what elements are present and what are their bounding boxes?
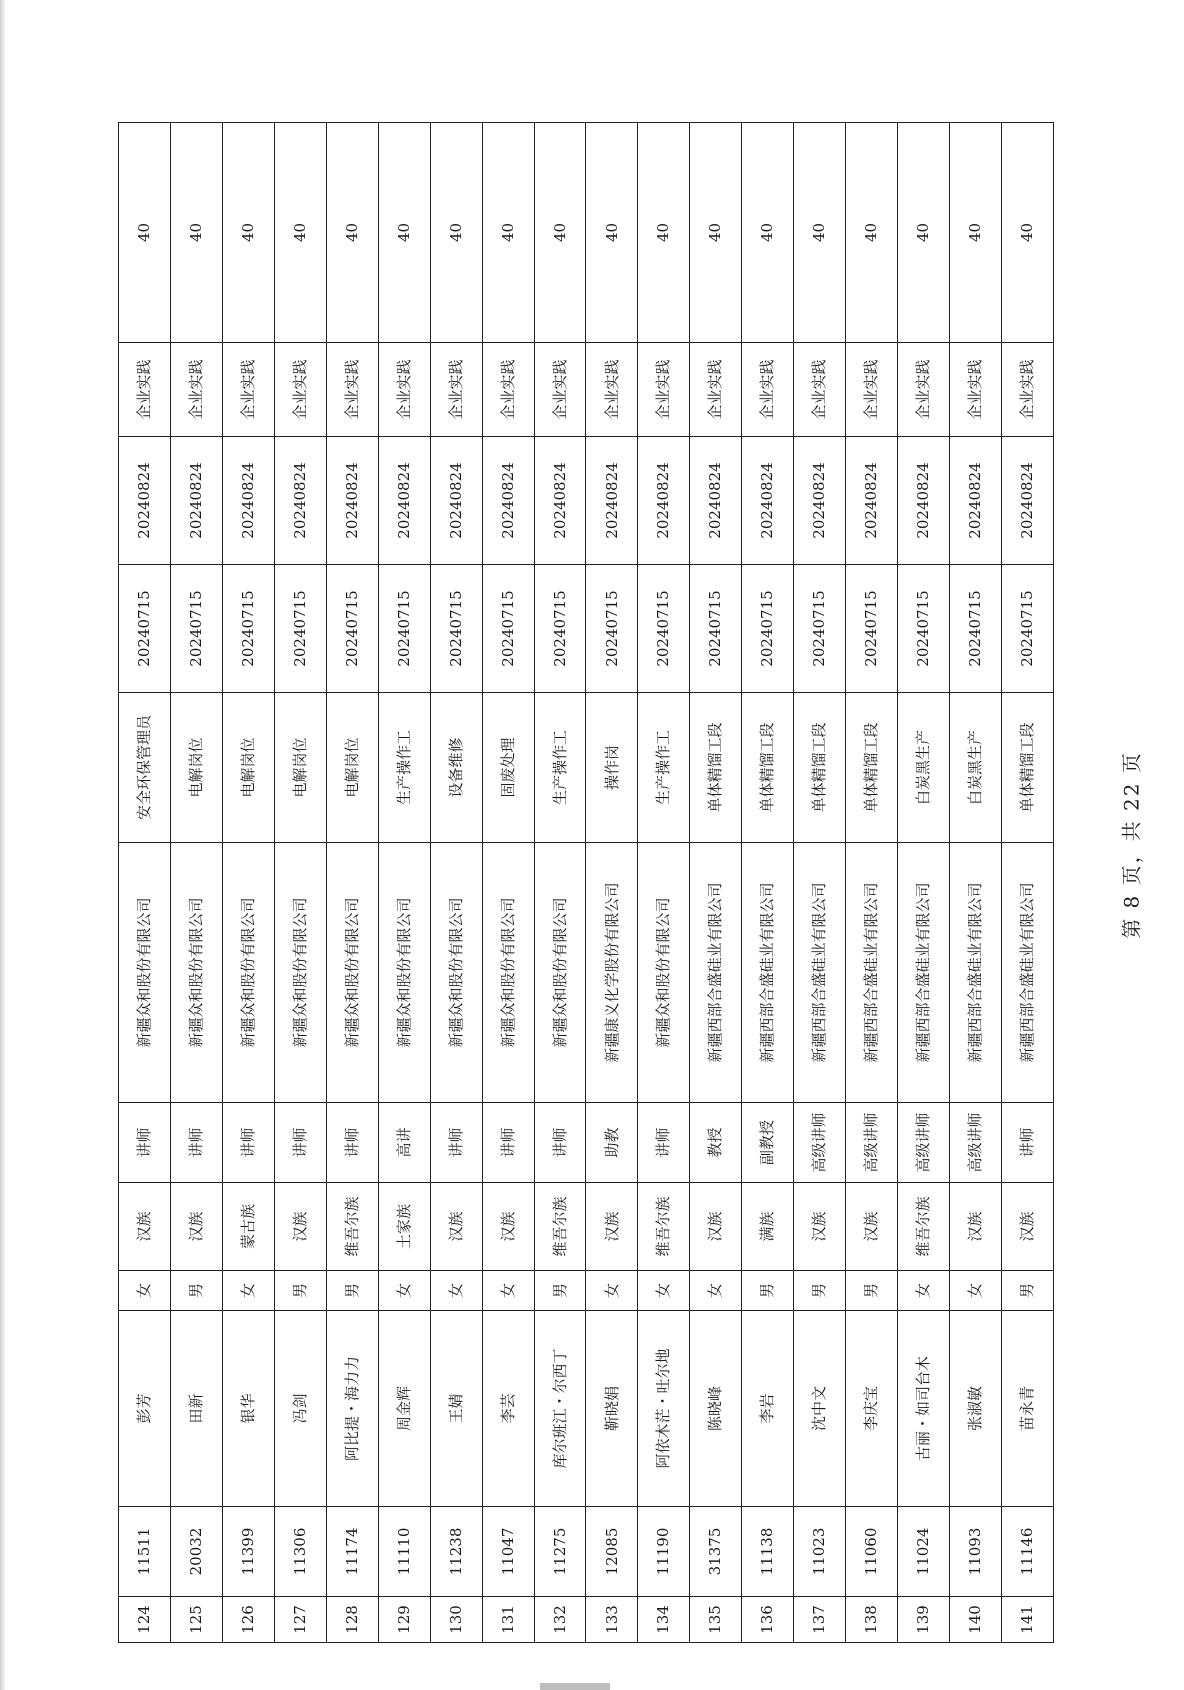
gender-cell: 男 <box>170 1271 222 1311</box>
teacher-id-cell: 11306 <box>274 1507 326 1597</box>
start-date-cell: 20240715 <box>482 565 534 693</box>
row-number-cell: 136 <box>742 1597 794 1643</box>
start-date-cell: 20240715 <box>170 565 222 693</box>
start-date-cell: 20240715 <box>586 565 638 693</box>
ethnicity-cell: 维吾尔族 <box>326 1183 378 1271</box>
end-date-cell: 20240824 <box>119 437 171 565</box>
table-row <box>378 123 430 1643</box>
gender-cell: 男 <box>742 1271 794 1311</box>
end-date-cell: 20240824 <box>170 437 222 565</box>
hours-cell: 40 <box>690 123 742 343</box>
company-cell: 新疆众和股份有限公司 <box>274 843 326 1103</box>
hours-cell: 40 <box>378 123 430 343</box>
table-row <box>690 123 742 1643</box>
ethnicity-cell: 汉族 <box>274 1183 326 1271</box>
name-cell: 周金辉 <box>378 1311 430 1507</box>
ethnicity-cell: 汉族 <box>950 1183 1002 1271</box>
row-number-cell: 126 <box>222 1597 274 1643</box>
teacher-id-cell: 11174 <box>326 1507 378 1597</box>
ethnicity-cell: 维吾尔族 <box>898 1183 950 1271</box>
row-number-cell: 130 <box>430 1597 482 1643</box>
teacher-id-cell: 11146 <box>1001 1507 1053 1597</box>
company-cell: 新疆众和股份有限公司 <box>222 843 274 1103</box>
practice-type-cell: 企业实践 <box>794 343 846 437</box>
practice-type-cell: 企业实践 <box>378 343 430 437</box>
row-number-cell: 127 <box>274 1597 326 1643</box>
end-date-cell: 20240824 <box>378 437 430 565</box>
teacher-id-cell: 11399 <box>222 1507 274 1597</box>
ethnicity-cell: 汉族 <box>430 1183 482 1271</box>
row-number-cell: 125 <box>170 1597 222 1643</box>
title-cell: 讲师 <box>274 1103 326 1183</box>
practice-type-cell: 企业实践 <box>326 343 378 437</box>
teacher-id-cell: 31375 <box>690 1507 742 1597</box>
position-cell: 单体精馏工段 <box>846 693 898 843</box>
gender-cell: 男 <box>1001 1271 1053 1311</box>
company-cell: 新疆众和股份有限公司 <box>482 843 534 1103</box>
title-cell: 讲师 <box>326 1103 378 1183</box>
hours-cell: 40 <box>534 123 586 343</box>
name-cell: 陈晓峰 <box>690 1311 742 1507</box>
start-date-cell: 20240715 <box>534 565 586 693</box>
table-row <box>534 123 586 1643</box>
ethnicity-cell: 蒙古族 <box>222 1183 274 1271</box>
start-date-cell: 20240715 <box>638 565 690 693</box>
table-row <box>326 123 378 1643</box>
end-date-cell: 20240824 <box>1001 437 1053 565</box>
end-date-cell: 20240824 <box>950 437 1002 565</box>
row-number-cell: 133 <box>586 1597 638 1643</box>
gender-cell: 女 <box>586 1271 638 1311</box>
title-cell: 讲师 <box>430 1103 482 1183</box>
position-cell: 电解岗位 <box>222 693 274 843</box>
name-cell: 沈中文 <box>794 1311 846 1507</box>
start-date-cell: 20240715 <box>898 565 950 693</box>
table-row <box>846 123 898 1643</box>
position-cell: 单体精馏工段 <box>742 693 794 843</box>
teacher-id-cell: 11024 <box>898 1507 950 1597</box>
row-number-cell: 139 <box>898 1597 950 1643</box>
row-number-cell: 124 <box>119 1597 171 1643</box>
end-date-cell: 20240824 <box>274 437 326 565</box>
position-cell: 电解岗位 <box>326 693 378 843</box>
position-cell: 设备维修 <box>430 693 482 843</box>
start-date-cell: 20240715 <box>430 565 482 693</box>
gender-cell: 女 <box>222 1271 274 1311</box>
company-cell: 新疆众和股份有限公司 <box>378 843 430 1103</box>
row-number-cell: 134 <box>638 1597 690 1643</box>
practice-type-cell: 企业实践 <box>742 343 794 437</box>
title-cell: 高讲 <box>378 1103 430 1183</box>
gender-cell: 男 <box>534 1271 586 1311</box>
company-cell: 新疆众和股份有限公司 <box>430 843 482 1103</box>
practice-type-cell: 企业实践 <box>222 343 274 437</box>
title-cell: 讲师 <box>170 1103 222 1183</box>
position-cell: 单体精馏工段 <box>1001 693 1053 843</box>
position-cell: 电解岗位 <box>274 693 326 843</box>
gender-cell: 女 <box>638 1271 690 1311</box>
gender-cell: 男 <box>846 1271 898 1311</box>
start-date-cell: 20240715 <box>119 565 171 693</box>
title-cell: 讲师 <box>1001 1103 1053 1183</box>
hours-cell: 40 <box>170 123 222 343</box>
table-row <box>742 123 794 1643</box>
ethnicity-cell: 汉族 <box>119 1183 171 1271</box>
hours-cell: 40 <box>119 123 171 343</box>
scan-bottom-mark <box>540 1683 610 1690</box>
start-date-cell: 20240715 <box>222 565 274 693</box>
name-cell: 苗永青 <box>1001 1311 1053 1507</box>
teacher-id-cell: 12085 <box>586 1507 638 1597</box>
hours-cell: 40 <box>898 123 950 343</box>
company-cell: 新疆西部合盛硅业有限公司 <box>950 843 1002 1103</box>
position-cell: 生产操作工 <box>638 693 690 843</box>
practice-type-cell: 企业实践 <box>846 343 898 437</box>
start-date-cell: 20240715 <box>794 565 846 693</box>
end-date-cell: 20240824 <box>794 437 846 565</box>
title-cell: 教授 <box>690 1103 742 1183</box>
position-cell: 固废处理 <box>482 693 534 843</box>
hours-cell: 40 <box>638 123 690 343</box>
position-cell: 白炭黑生产 <box>898 693 950 843</box>
teacher-id-cell: 11238 <box>430 1507 482 1597</box>
hours-cell: 40 <box>222 123 274 343</box>
table-row <box>586 123 638 1643</box>
company-cell: 新疆西部合盛硅业有限公司 <box>742 843 794 1103</box>
practice-type-cell: 企业实践 <box>638 343 690 437</box>
table-row <box>794 123 846 1643</box>
ethnicity-cell: 汉族 <box>846 1183 898 1271</box>
ethnicity-cell: 汉族 <box>586 1183 638 1271</box>
gender-cell: 女 <box>430 1271 482 1311</box>
name-cell: 田新 <box>170 1311 222 1507</box>
position-cell: 生产操作工 <box>534 693 586 843</box>
table-row <box>430 123 482 1643</box>
practice-type-cell: 企业实践 <box>274 343 326 437</box>
practice-type-cell: 企业实践 <box>950 343 1002 437</box>
start-date-cell: 20240715 <box>950 565 1002 693</box>
name-cell: 张淑敏 <box>950 1311 1002 1507</box>
title-cell: 副教授 <box>742 1103 794 1183</box>
table-row <box>119 123 171 1643</box>
gender-cell: 女 <box>378 1271 430 1311</box>
company-cell: 新疆西部合盛硅业有限公司 <box>898 843 950 1103</box>
table-row <box>222 123 274 1643</box>
start-date-cell: 20240715 <box>690 565 742 693</box>
start-date-cell: 20240715 <box>378 565 430 693</box>
gender-cell: 女 <box>119 1271 171 1311</box>
end-date-cell: 20240824 <box>846 437 898 565</box>
hours-cell: 40 <box>950 123 1002 343</box>
hours-cell: 40 <box>1001 123 1053 343</box>
company-cell: 新疆康义化学股份有限公司 <box>586 843 638 1103</box>
table-row <box>638 123 690 1643</box>
position-cell: 安全环保管理员 <box>119 693 171 843</box>
gender-cell: 男 <box>794 1271 846 1311</box>
ethnicity-cell: 满族 <box>742 1183 794 1271</box>
teacher-id-cell: 20032 <box>170 1507 222 1597</box>
start-date-cell: 20240715 <box>326 565 378 693</box>
practice-type-cell: 企业实践 <box>119 343 171 437</box>
ethnicity-cell: 汉族 <box>170 1183 222 1271</box>
row-number-cell: 138 <box>846 1597 898 1643</box>
table-body <box>119 123 1054 1643</box>
company-cell: 新疆西部合盛硅业有限公司 <box>794 843 846 1103</box>
company-cell: 新疆西部合盛硅业有限公司 <box>846 843 898 1103</box>
position-cell: 操作岗 <box>586 693 638 843</box>
name-cell: 王婧 <box>430 1311 482 1507</box>
name-cell: 银华 <box>222 1311 274 1507</box>
practice-type-cell: 企业实践 <box>430 343 482 437</box>
teacher-id-cell: 11093 <box>950 1507 1002 1597</box>
ethnicity-cell: 汉族 <box>1001 1183 1053 1271</box>
gender-cell: 男 <box>326 1271 378 1311</box>
title-cell: 讲师 <box>119 1103 171 1183</box>
end-date-cell: 20240824 <box>586 437 638 565</box>
teacher-id-cell: 11138 <box>742 1507 794 1597</box>
ethnicity-cell: 汉族 <box>482 1183 534 1271</box>
hours-cell: 40 <box>482 123 534 343</box>
row-number-cell: 132 <box>534 1597 586 1643</box>
name-cell: 李芸 <box>482 1311 534 1507</box>
row-number-cell: 131 <box>482 1597 534 1643</box>
name-cell: 冯剑 <box>274 1311 326 1507</box>
title-cell: 讲师 <box>638 1103 690 1183</box>
ethnicity-cell: 维吾尔族 <box>534 1183 586 1271</box>
hours-cell: 40 <box>430 123 482 343</box>
hours-cell: 40 <box>794 123 846 343</box>
row-number-cell: 137 <box>794 1597 846 1643</box>
ethnicity-cell: 汉族 <box>690 1183 742 1271</box>
practice-type-cell: 企业实践 <box>586 343 638 437</box>
end-date-cell: 20240824 <box>690 437 742 565</box>
company-cell: 新疆众和股份有限公司 <box>170 843 222 1103</box>
table-row <box>482 123 534 1643</box>
practice-type-cell: 企业实践 <box>898 343 950 437</box>
practice-type-cell: 企业实践 <box>170 343 222 437</box>
end-date-cell: 20240824 <box>534 437 586 565</box>
practice-type-cell: 企业实践 <box>482 343 534 437</box>
hours-cell: 40 <box>274 123 326 343</box>
name-cell: 古丽・如司台木 <box>898 1311 950 1507</box>
practice-type-cell: 企业实践 <box>534 343 586 437</box>
position-cell: 单体精馏工段 <box>690 693 742 843</box>
table-row <box>898 123 950 1643</box>
teacher-id-cell: 11110 <box>378 1507 430 1597</box>
start-date-cell: 20240715 <box>846 565 898 693</box>
table-row <box>274 123 326 1643</box>
gender-cell: 女 <box>898 1271 950 1311</box>
page-number-footer: 第 8 页，共 22 页 <box>1119 751 1144 939</box>
hours-cell: 40 <box>742 123 794 343</box>
end-date-cell: 20240824 <box>898 437 950 565</box>
title-cell: 讲师 <box>222 1103 274 1183</box>
teacher-id-cell: 11275 <box>534 1507 586 1597</box>
teacher-id-cell: 11511 <box>119 1507 171 1597</box>
teacher-id-cell: 11023 <box>794 1507 846 1597</box>
end-date-cell: 20240824 <box>482 437 534 565</box>
position-cell: 白炭黑生产 <box>950 693 1002 843</box>
title-cell: 高级讲师 <box>846 1103 898 1183</box>
company-cell: 新疆西部合盛硅业有限公司 <box>1001 843 1053 1103</box>
company-cell: 新疆西部合盛硅业有限公司 <box>690 843 742 1103</box>
end-date-cell: 20240824 <box>638 437 690 565</box>
rotated-table-container <box>118 123 1054 1643</box>
training-record-table <box>118 122 1054 1643</box>
company-cell: 新疆众和股份有限公司 <box>534 843 586 1103</box>
table-row <box>170 123 222 1643</box>
name-cell: 阿比提・海力力 <box>326 1311 378 1507</box>
hours-cell: 40 <box>846 123 898 343</box>
hours-cell: 40 <box>326 123 378 343</box>
ethnicity-cell: 汉族 <box>794 1183 846 1271</box>
ethnicity-cell: 维吾尔族 <box>638 1183 690 1271</box>
table-row <box>950 123 1002 1643</box>
practice-type-cell: 企业实践 <box>690 343 742 437</box>
teacher-id-cell: 11060 <box>846 1507 898 1597</box>
practice-type-cell: 企业实践 <box>1001 343 1053 437</box>
row-number-cell: 135 <box>690 1597 742 1643</box>
position-cell: 电解岗位 <box>170 693 222 843</box>
end-date-cell: 20240824 <box>222 437 274 565</box>
position-cell: 生产操作工 <box>378 693 430 843</box>
name-cell: 库尔班江・尔西丁 <box>534 1311 586 1507</box>
row-number-cell: 141 <box>1001 1597 1053 1643</box>
gender-cell: 男 <box>274 1271 326 1311</box>
row-number-cell: 129 <box>378 1597 430 1643</box>
table-row <box>1001 123 1053 1643</box>
end-date-cell: 20240824 <box>326 437 378 565</box>
row-number-cell: 140 <box>950 1597 1002 1643</box>
title-cell: 高级讲师 <box>950 1103 1002 1183</box>
ethnicity-cell: 土家族 <box>378 1183 430 1271</box>
name-cell: 李岩 <box>742 1311 794 1507</box>
end-date-cell: 20240824 <box>742 437 794 565</box>
start-date-cell: 20240715 <box>742 565 794 693</box>
name-cell: 李庆宝 <box>846 1311 898 1507</box>
title-cell: 高级讲师 <box>898 1103 950 1183</box>
name-cell: 阿依木茫・吐尔地 <box>638 1311 690 1507</box>
start-date-cell: 20240715 <box>1001 565 1053 693</box>
gender-cell: 女 <box>950 1271 1002 1311</box>
gender-cell: 女 <box>690 1271 742 1311</box>
hours-cell: 40 <box>586 123 638 343</box>
position-cell: 单体精馏工段 <box>794 693 846 843</box>
title-cell: 助教 <box>586 1103 638 1183</box>
name-cell: 彭芳 <box>119 1311 171 1507</box>
title-cell: 讲师 <box>482 1103 534 1183</box>
name-cell: 靳晓娟 <box>586 1311 638 1507</box>
teacher-id-cell: 11190 <box>638 1507 690 1597</box>
teacher-id-cell: 11047 <box>482 1507 534 1597</box>
start-date-cell: 20240715 <box>274 565 326 693</box>
row-number-cell: 128 <box>326 1597 378 1643</box>
company-cell: 新疆众和股份有限公司 <box>119 843 171 1103</box>
company-cell: 新疆众和股份有限公司 <box>326 843 378 1103</box>
gender-cell: 女 <box>482 1271 534 1311</box>
title-cell: 讲师 <box>534 1103 586 1183</box>
end-date-cell: 20240824 <box>430 437 482 565</box>
scan-edge-shadow <box>0 0 6 1690</box>
title-cell: 高级讲师 <box>794 1103 846 1183</box>
company-cell: 新疆众和股份有限公司 <box>638 843 690 1103</box>
